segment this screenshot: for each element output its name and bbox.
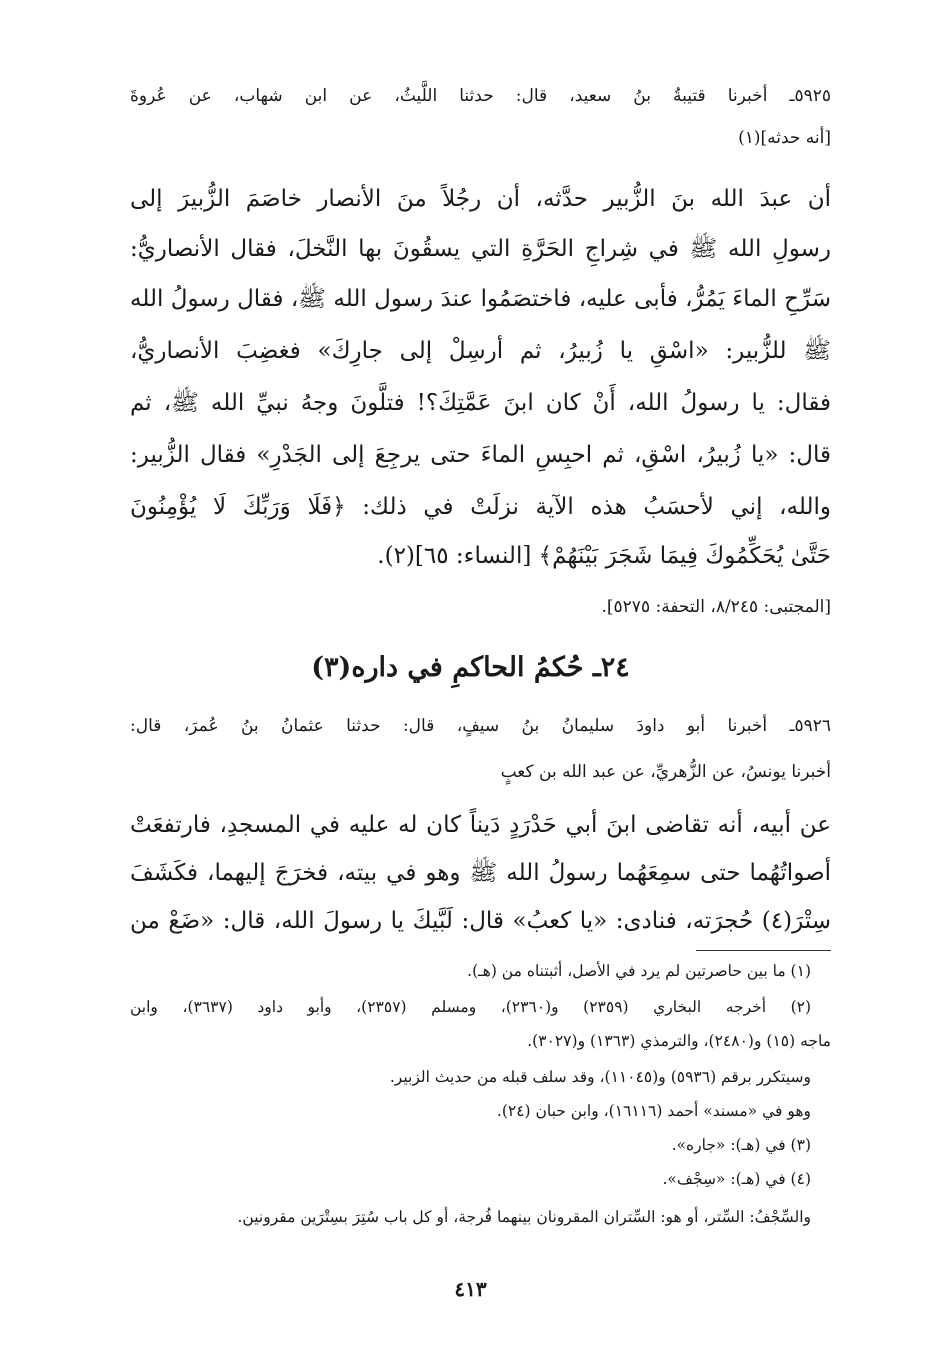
- hadith-5926-matn-line-3: سِتْرَ(٤) حُجرَته، فنادى: «يا كعبُ» قال: لَبَّيكَ يا رسولَ الله، قال: «ضَعْ من: [130, 908, 831, 934]
- footnote-4-explanation: والسِّجْفُ: السِّتر، أو هو: السِّتران المقرونان بينهما فُرجة، أو كل باب سُتِرَ بسِتْرَين مقرونين.: [237, 1208, 811, 1226]
- hadith-5926-isnad-line-1: ٥٩٢٦ـ أخبرنا أبو داودَ سليمانُ بنُ سيفٍ، قال: حدثنا عثمانُ بنُ عُمرَ، قال:: [130, 716, 831, 736]
- footnote-3: (٣) في (هـ): «جاره».: [671, 1136, 811, 1154]
- footnote-2-line-1: (٢) أخرجه البخاري (٢٣٥٩) و(٢٣٦٠)، ومسلم (٢٣٥٧)، وأبو داود (٣٦٣٧)، وابن: [130, 998, 812, 1016]
- hadith-5925-isnad-line-1: ٥٩٢٥ـ أخبرنا قتيبةُ بنُ سعيد، قال: حدثنا اللَّيثُ، عن ابن شهاب، عن عُروةَ: [130, 86, 831, 106]
- hadith-5925-matn-line-7: والله، إني لأحسَبُ هذه الآية نزلَتْ في ذلك: ﴿فَلَا وَرَبِّكَ لَا يُؤْمِنُونَ: [130, 494, 831, 520]
- footnote-1: (١) ما بين حاصرتين لم يرد في الأصل، أثبتناه من (هـ).: [467, 962, 811, 980]
- footnote-2-line-2: ماجه (١٥) و(٢٤٨٠)، والترمذي (١٣٦٣) و(٣٠٢٧).: [527, 1032, 831, 1050]
- hadith-5925-matn-line-1: أن عبدَ الله بنَ الزُّبير حدَّثه، أن رجُلاً منَ الأنصار خاصَمَ الزُّبيرَ إلى: [130, 186, 831, 212]
- hadith-5925-matn-line-3: سَرِّحِ الماءَ يَمُرُّ، فأبى عليه، فاختصَمُوا عندَ رسول الله ﷺ، فقال رسولُ الله: [130, 286, 831, 312]
- hadith-5926-isnad-line-2: أخبرنا يونسُ، عن الزُّهريِّ، عن عبد الله بن كعبٍ: [500, 762, 831, 782]
- hadith-5925-matn-line-6: قال: «يا زُبيرُ، اسْقِ، ثم احبِسِ الماءَ حتى يرجِعَ إلى الجَدْرِ» فقال الزُّبير:: [130, 442, 831, 468]
- footnote-separator: [696, 950, 831, 951]
- hadith-5925-matn-line-8: حَتَّىٰ يُحَكِّمُوكَ فِيمَا شَجَرَ بَيْنَهُمْ﴾ [النساء: ٦٥](٢).: [377, 543, 831, 569]
- hadith-5925-matn-line-5: فقال: يا رسولُ الله، أَنْ كان ابنَ عَمَّتِكَ؟! فتلَّونَ وجهُ نبيِّ الله ﷺ، ثم: [130, 390, 831, 416]
- hadith-5926-matn-line-1: عن أبيه، أنه تقاضى ابنَ أبي حَدْرَدٍ دَيناً كان له عليه في المسجدِ، فارتفعَتْ: [130, 812, 831, 838]
- footnote-2-line-4: وهو في «مسند» أحمد (١٦١١٦)، وابن حبان (٢٤).: [496, 1102, 811, 1120]
- hadith-5926-matn-line-2: أصواتُهُما حتى سمِعَهُما رسولُ الله ﷺ وهو في بيته، فخرَجَ إليهما، فكَشَفَ: [130, 860, 831, 886]
- hadith-5925-matn-line-2: رسولِ الله ﷺ في شِراجِ الحَرَّةِ التي يسقُونَ بها النَّخلَ، فقال الأنصاريُّ:: [130, 236, 831, 262]
- page-number: ٤١٣: [454, 1277, 487, 1301]
- footnote-2-line-3: وسيتكرر برقم (٥٩٣٦) و(١١٠٤٥)، وقد سلف قبله من حديث الزبير.: [389, 1068, 811, 1086]
- hadith-5925-isnad-line-2: [أنه حدثه](١): [738, 128, 831, 148]
- hadith-5925-reference: [المجتبى: ٨/٢٤٥، التحفة: ٥٢٧٥].: [601, 597, 831, 617]
- chapter-heading: ٢٤ـ حُكمُ الحاكمِ في داره(٣): [311, 652, 630, 683]
- hadith-5925-matn-line-4: ﷺ للزُّبير: «اسْقِ يا زُبيرُ، ثم أرسِلْ إلى جارِكَ» فغضِبَ الأنصاريُّ،: [130, 338, 831, 364]
- footnote-4: (٤) في (هـ): «سِجْف».: [662, 1170, 811, 1188]
